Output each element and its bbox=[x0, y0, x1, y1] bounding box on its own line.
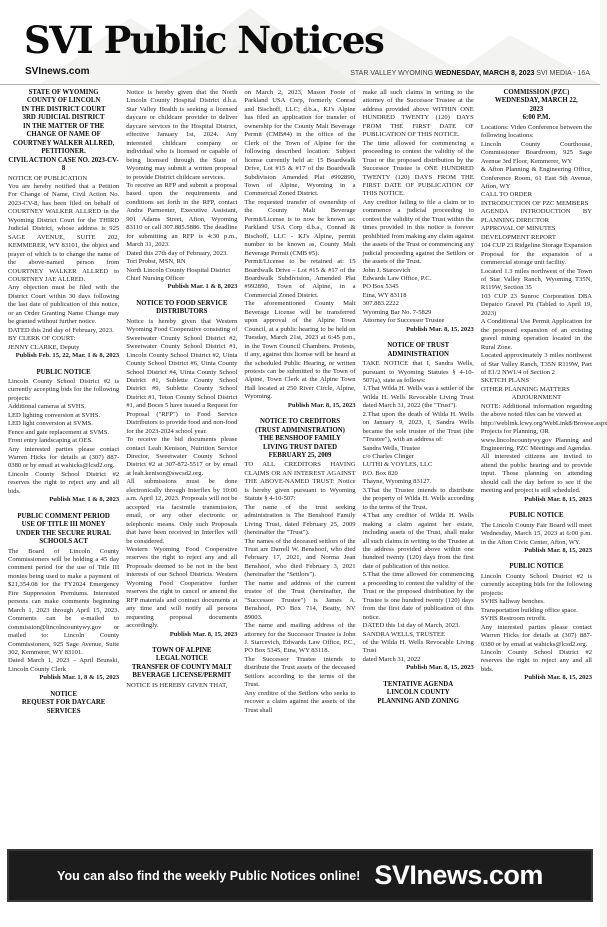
notice-paragraph: of the Wilda H. Wells Revocable Living Trust bbox=[362, 639, 474, 655]
notice-paragraph: 307.883.2222 bbox=[362, 300, 399, 308]
notice-paragraph: Dated this 27th day of February, 2023. bbox=[126, 249, 228, 257]
footer-banner bbox=[7, 849, 593, 902]
notice-paragraph: 5.That the time allowed for commencing a proceeding to contest the validity of the Trust or the proposed distribution by the Trustee is one hundred twenty (120) days from the first date of publication of this notice. bbox=[362, 571, 474, 621]
notice-paragraph: http://weblink.lcwy.org/WebLink8/Browse.aspx Projects for Planning, OR bbox=[480, 419, 607, 436]
dateline-media: SVI MEDIA - 16A bbox=[534, 70, 590, 77]
notice-paragraph: SVHS hallway benches. bbox=[480, 598, 545, 606]
notice-paragraph: John J. Starcevich bbox=[362, 266, 411, 274]
notice-paragraph: Dated March 1, 2023 – April Brunski, Lincoln County Clerk bbox=[8, 657, 120, 673]
notice-paragraph: AGENDA INTRODUCTION BY PLANNING DIRECTOR bbox=[480, 208, 593, 224]
notice-column bbox=[363, 89, 474, 845]
notice-paragraph: 2.That upon the death of Wilda H. Wells on January 9, 2023, I, Sandra Wells became the sole trustee of the Trust (the "Trustee"), with an address of: bbox=[362, 410, 474, 444]
notice-paragraph: LUTHI & VOYLES, LLC bbox=[362, 461, 433, 469]
publish-line: Publish Mar. 8, 15, 2023 bbox=[406, 325, 474, 333]
dateline-place: STAR VALLEY WYOMING bbox=[350, 70, 436, 77]
notice-paragraph: Edwards Law Office, P.C. bbox=[362, 274, 432, 282]
notice-paragraph: dated March 31, 2022 bbox=[362, 655, 421, 663]
notice-paragraph: LED light conversion at SVMS. bbox=[8, 420, 93, 428]
notice-paragraph: 1.That Wilda H. Wells was a settler of the Wilda H. Wells Revocable Living Trust dated March 31, 2022 (the "Trust"). bbox=[362, 385, 474, 410]
notice-heading: NOTICE REQUEST FOR DAYCARE SERVICES bbox=[21, 690, 106, 715]
notice-paragraph: The Lincoln County Fair Board will meet Wednesday, March 15, 2023 at 6:00 p.m. in the Afton Civic Center, Afton, WY. bbox=[480, 521, 593, 546]
notice-paragraph: c/o Charles Clinger bbox=[362, 453, 414, 461]
notice-paragraph: CALL TO ORDER bbox=[480, 191, 532, 199]
page-header bbox=[0, 0, 600, 84]
notice-paragraph: NOTE: Additional information regarding the above noted files can be viewed at bbox=[480, 402, 593, 419]
notice-paragraph: Western Wyoming Food Cooperative reserves the right to reject any and all Proposals deemed to be not in the best interests of our School Districts. Western Wyoming Food Cooperative further reserves the right to cancel or amend the RFP materials and contract documents at any time and will notify all persons requesting proposal documents accordingly. bbox=[126, 546, 238, 630]
publish-line: Publish Mar. 8, 15, 2023 bbox=[524, 495, 593, 503]
notice-heading: NOTICE TO FOOD SERVICE DISTRIBUTORS bbox=[136, 299, 228, 316]
notice-paragraph: Lincoln County Courthouse, Commissioner Boardroom, 925 Sage Avenue 3rd Floor, Kemmerer, WY bbox=[480, 140, 593, 165]
notice-paragraph: The name of the trust seeking administration is The Benshoof Family Living Trust, dated February 25, 2009 (hereinafter the "Trust"). bbox=[244, 503, 356, 537]
publish-line: Publish Mar. 8, 15, 2023 bbox=[287, 401, 356, 409]
footer-site-url: SVInews.com bbox=[374, 860, 543, 890]
notice-paragraph: SANDRA WELLS, TRUSTEE bbox=[362, 630, 445, 638]
notice-paragraph: Tori Probst, MSN, RN bbox=[126, 258, 186, 266]
notice-heading: STATE OF WYOMING COUNTY OF LINCOLN IN THE DISTRICT COURT 3RD JUDICIAL DISTRICT IN THE MATTER OF THE CHANGE OF NAME OF COURTNEY WALKER ALLRED, PETITIONER. CIVIL ACTION CASE NO. 2023-CV-8 bbox=[8, 89, 119, 173]
publish-line: Publish Mar. 8, 15, 2023 bbox=[169, 630, 238, 638]
notice-paragraph: Any interested parties please contact Warren Hicks for details at (307) 887-0380 or by email at wahicks@lcsd2.org. bbox=[480, 623, 593, 648]
notice-paragraph: Front entry landscaping at OES. bbox=[8, 437, 93, 445]
notice-paragraph: TAKE NOTICE that I, Sandra Wells, pursuant to Wyoming Statutes § 4-10-507(a), state as follows: bbox=[362, 360, 474, 384]
notice-paragraph: Lincoln County School District #2 reserves the right to reject any and all bids. bbox=[480, 649, 593, 673]
notice-paragraph: OTHER PLANNING MATTERS bbox=[480, 385, 570, 393]
publish-line: Publish Mar. 8, 15, 2023 bbox=[524, 674, 593, 682]
notice-column bbox=[8, 89, 119, 845]
notice-paragraph: The name and mailing address of the attorney for the Successor Trustee is John J. Starcevich, Edwards Law Office, P.C., PO Box 5345, Etna, WY 83118. bbox=[244, 622, 356, 655]
notice-paragraph: Notice is hereby given that Western Wyoming Food Cooperative consisting of Sweetwater County School District #2, Sweetwater County School District #1, Lincoln County School District #2, Uinta County School District #6, Uinta County School District #4, Uinta County School District #1, Sublette County School District #9, Sublette County School District #1, Teton County School District #1, and Boces 5 have issued a Request for Proposal ("RFP") to Food Service Distributors to provide food and non-food for the 2023-2024 school year. bbox=[126, 317, 238, 435]
notice-paragraph: Lincoln County School District #2 is currently accepting bids for the following projects: bbox=[480, 572, 593, 597]
notice-paragraph: Lincoln County School District #2 is currently accepting bids for the following projects: bbox=[8, 377, 120, 402]
notice-paragraph: Transportation building office space. bbox=[480, 606, 578, 614]
notice-paragraph: 104 CUP 23 Ridgeline Storage Expansion bbox=[480, 242, 592, 250]
notice-paragraph: Located 1.3 miles northwest of the Town of Star Valley Ranch, Wyoming T35N, R119W, Section 35 bbox=[480, 267, 593, 292]
notice-column bbox=[480, 89, 607, 845]
notice-paragraph: All submissions must be done electronically through Interflex by 10:00 a.m. April 12, 2023. Proposals will not be accepted via facsimile transmission, email, or any other electronic or telephonic means. Only such Proposals that have been received in Interflex will be considered. bbox=[126, 478, 238, 545]
page-title: SVI Public Notices bbox=[24, 18, 384, 62]
notice-heading: PUBLIC NOTICE bbox=[36, 368, 91, 376]
notice-paragraph: Etna, WY 83118 bbox=[362, 291, 407, 299]
notice-columns bbox=[8, 89, 607, 845]
notice-paragraph: A Conditional Use Permit Application for the proposed expansion of an existing gravel mining operation located in the Rural Zone. bbox=[480, 318, 593, 351]
notice-paragraph: 3.That the Trustee intends to distribute the property of Wilda H. Wells according to the terms of the Trust. bbox=[362, 486, 474, 511]
notice-paragraph: Lincoln County School District #2 reserves the right to reject any and all bids. bbox=[8, 470, 120, 495]
masthead-site-url: SVInews.com bbox=[25, 66, 90, 77]
notice-paragraph: Notice is hereby given that the North Lincoln County Hospital District d.b.a. Star Valley Health is seeking a licensed daycare or childcare provider to deliver daycare services to the Hospital District, effective January 1st, 2024. Any interested childcare company or individual who is licensed or capable of being licensed through the State of Wyoming may submit a written proposal to provide District childcare services. bbox=[126, 89, 238, 181]
notice-paragraph: DATED this 2nd day of February, 2023. bbox=[8, 326, 114, 334]
notice-heading: PUBLIC NOTICE bbox=[509, 512, 564, 520]
notice-paragraph: Permit/License to be retained at: 15 Boardwalk Drive – Lot #15 & #17 of the Boardwalk Subdivision, Amended Plat #992890, Town of Alpine, in a Commercial Zoned District. bbox=[244, 258, 356, 299]
notice-heading: TENTATIVE AGENDA LINCOLN COUNTY PLANNING AND ZONING bbox=[377, 680, 459, 705]
publish-line: Publish Mar. 1 & 8, 2023 bbox=[167, 283, 238, 291]
notice-paragraph: P.O. Box 820 bbox=[362, 469, 398, 477]
notice-paragraph: The aforementioned County Malt Beverage License will be transferred upon approval of the Alpine Town Council, at a public hearing to be held on Tuesday, March 21st, 2023 at 6:45 p.m., in the Town Council Chambers. Protests, if any, against this license will be heard at the scheduled Public Hearing, or written protests can be submitted to the Town of Alpine, Town Clerk at the Alpine Town Hall located at 250 River Circle, Alpine, Wyoming. bbox=[244, 300, 356, 401]
notice-column bbox=[244, 89, 355, 845]
notice-heading: NOTICE TO CREDITORS (TRUST ADMINISTRATION) THE BENSHOOF FAMILY LIVING TRUST DATED FEBRUARY 25, 2009 bbox=[255, 418, 345, 460]
notice-paragraph: www.lincolncountywy.gov Planning and Engineering, PZC Meetings and Agendas. bbox=[480, 436, 593, 453]
publish-line: Publish Mar. 8, 15, 2023 bbox=[524, 547, 593, 555]
notice-heading: PUBLIC COMMENT PERIOD USE OF TITLE III MONEY UNDER THE SECURE RURAL SCHOOLS ACT bbox=[15, 512, 112, 546]
notice-paragraph: Chief Nursing Officer bbox=[126, 274, 185, 282]
notice-paragraph: Thayne, Wyoming 83127. bbox=[362, 478, 432, 486]
notice-paragraph: Any objection must be filed with the District Court within 30 days following the last date of publication of this notice, or an Order Granting Name Change may be granted without further notice. bbox=[8, 284, 120, 326]
notice-paragraph: DATED this 1st day of March, 2023. bbox=[362, 622, 461, 630]
notice-paragraph: on March 2, 2023, Mason Foote of Parkland USA Corp, formerly Conrad and Bischoff, LLC; d.b.a., KJ's Alpine has filed an application for transfer of ownership for the County Malt Beverage Permit (CMB#4) in the office of the Clerk of the Town of Alpine for the following described location: Subject license currently held at: 15 Boardwalk Drive, Lot #15 & #17 of the Boardwalk Subdivision Amended Plat #992890, Town of Alpine, Wyoming in a Commercial Zoned District. bbox=[244, 89, 356, 198]
notice-paragraph: make all such claims in writing to the attorney of the Successor Trustee at the address provided above WITHIN ONE HUNDRED TWENTY (120) DAYS FROM THE FIRST DATE OF PUBLICATION OF THIS NOTICE. bbox=[362, 89, 474, 139]
notice-paragraph: Located approximately 3 miles northwest of Star Valley Ranch, T35N R119W, Part of E1/2 NW1/4 of Section 2 bbox=[480, 352, 593, 376]
notice-paragraph: Proposal for the expansion of a commercial storage unit facility. bbox=[480, 250, 593, 267]
notice-paragraph: Any creditor of the Settlors who seeks to recover a claim against the assets of the Trust shall bbox=[244, 689, 356, 714]
notice-paragraph: & Afton Planning & Engineering Office, Conference Room, 61 East 5th Avenue, Afton, WY bbox=[480, 166, 593, 190]
notice-paragraph: The Board of Lincoln County Commissioners will be holding a 45 day comment period for the use of Title III monies being used to make a payment of $21,354.08 for the FY2024 Emergency Fire Suppression Premiums. Interested persons can make comments beginning March 1, 2023 through April 15, 2023. Comments can be e-mailed to commission@lincolncountywy.gov or mailed to: Lincoln County Commissioners, 925 Sage Avenue, Suite 302, Kemmerer, WY 83101. bbox=[8, 547, 120, 656]
notice-paragraph: APPROVAL OF MINUTES bbox=[480, 225, 556, 233]
footer-message: You can also find the weekly Public Notices online! bbox=[57, 868, 361, 883]
dateline bbox=[350, 70, 590, 77]
publish-line: Publish Mar. 1, 8 & 15, 2023 bbox=[39, 674, 120, 682]
notice-paragraph: 103 CUP 23 Sunroc Corporation DBA Depatco Gravel Pit (Tabled to April 19, 2023) bbox=[480, 292, 593, 317]
notice-heading: NOTICE OF TRUST ADMINISTRATION bbox=[387, 342, 450, 358]
notice-paragraph: JENNY CLARKE, Deputy bbox=[8, 343, 80, 351]
notice-paragraph: To receive the bid documents please contact Leah Kenison, Nutrition Service Director, Sweetwater County School District #2 at 307-872-5517 or by email at leah.kenison@swcsd2.org. bbox=[126, 436, 238, 477]
notice-paragraph: Wyoming Bar No. 7-5829 bbox=[362, 308, 432, 316]
notice-paragraph: All interested citizens are invited to attend the public hearing and to provide input. Those planning on attending should call the day before to see if the meeting and project is still scheduled. bbox=[480, 453, 593, 495]
notice-heading: PUBLIC NOTICE bbox=[509, 563, 564, 571]
notice-paragraph: INTRODUCTION OF PZC MEMBERS bbox=[480, 199, 589, 207]
notice-paragraph: The time allowed for commencing a proceeding to contest the validity of the Trust or the proposed distribution by the Successor Trustee is ONE HUNDRED TWENTY (120) DAYS FROM THE FIRST DATE OF PUBLICATION OF THIS NOTICE. bbox=[362, 139, 474, 198]
notice-paragraph: The Successor Trustee intends to distribute the Trust assets of the deceased Settlors according to the terms of the Trust. bbox=[244, 655, 356, 689]
publish-line: Publish Mar. 1 & 8, 2023 bbox=[49, 496, 120, 504]
notice-paragraph: TO ALL CREDITORS HAVING CLAIMS OR AN INTEREST AGAINST THE ABOVE-NAMED TRUST: Notice is hereby given pursuant to Wyoming Statute § 4-10-507: bbox=[244, 461, 356, 503]
notice-paragraph: Any interested parties please contact Warren Hicks for details at (307) 887-0380 or by email at wahicks@lcsd2.org. bbox=[8, 445, 120, 470]
notice-paragraph: SVHS Restroom retrofit. bbox=[480, 615, 547, 623]
notice-paragraph: SKETCH PLANS bbox=[480, 377, 529, 385]
centered-line: ADJOURNMENT bbox=[511, 394, 562, 402]
notice-paragraph: NOTICE IS HEREBY GIVEN THAT, bbox=[126, 681, 228, 689]
notice-paragraph: PO Box 5345 bbox=[362, 283, 399, 291]
publish-line: Publish Feb. 15, 22, Mar. 1 & 8, 2023 bbox=[15, 352, 120, 360]
publish-line: Publish Mar. 8, 15, 2023 bbox=[406, 664, 474, 672]
notice-paragraph: To receive an RFP and submit a proposal based upon the requirements and conditions set forth in the RFP, contact Andra Parmenter, Executive Assistant, 901 Adams Street, Afton, Wyoming 83110 or call 307.885.5886. The deadline for submitting an RFP is 4:30 p.m., March 31, 2023. bbox=[126, 181, 238, 249]
notice-paragraph: 4.That any creditor of Wilda H. Wells making a claim against her estate, including assets of the Trust, shall make all such claims in writing to the Trustee at the address provided above within one hundred twenty (120) days from the first date of publication of this notice. bbox=[362, 512, 474, 570]
header-rule bbox=[0, 84, 600, 85]
notice-paragraph: Locations: Video Conference between the following locations: bbox=[480, 123, 593, 140]
notice-heading: COMMISSION (PZC) WEDNESDAY, MARCH 22, 2023 6:00 P.M. bbox=[494, 89, 578, 122]
notice-paragraph: BY CLERK OF COURT: bbox=[8, 335, 76, 343]
notice-paragraph: Any creditor failing to file a claim or to commence a judicial proceeding to contest the validity of the Trust within the times provided in this notice is forever prohibited from making any claim against the assets of the Trust or commencing any judicial proceeding against the Settlors or the assets of the Trust. bbox=[362, 198, 474, 266]
notice-paragraph: Sandra Wells, Trustee bbox=[362, 444, 421, 452]
notice-paragraph: NOTICE OF PUBLICATION bbox=[8, 174, 88, 182]
notice-paragraph: DEVELOPMENT REPORT bbox=[480, 233, 556, 241]
notice-paragraph: The names of the deceased settlors of the Trust are Darrell W. Benshoof, who died February 17, 2021, and Norma Jean Benshoof, who died February 3, 2021 (hereinafter the "Settlors"). bbox=[244, 537, 356, 579]
notice-paragraph: The name and address of the current trustee of the Trust (hereinafter, the "Successor Trustee") is James A. Benshoof, PO Box 714, Beatty, NV 89003. bbox=[244, 579, 356, 621]
notice-paragraph: Fence and gate replacement at SVMS. bbox=[8, 428, 110, 436]
notice-paragraph: The requested transfer of ownership of the County Malt Beverage Permit/License is to now be known as: Parkland USA Corp d.b.a., Conrad & Bischoff, LLC - KJ's Alpine, permit number to be known as, County Malt Beverage Permit (CMB #5). bbox=[244, 198, 356, 257]
notice-paragraph: North Lincoln County Hospital District bbox=[126, 266, 231, 274]
notice-paragraph: Attorney for Successor Trustee bbox=[362, 317, 445, 325]
notice-paragraph: You are hereby notified that a Petition For Change of Name, Civil Action No. 2023-CV-8, has been filed on behalf of COURTNEY WALKER ALLRED in the Wyoming District Court for the THIRD Judicial District, whose address is 925 SAGE AVENUE, SUITE 202, KEMMERER, WY 83101, the object and prayer of which is to change the name of the above-named person from COURTNEY WALKER ALLRED to COURTNEY JAE ALLRED. bbox=[8, 182, 120, 283]
notice-heading: TOWN OF ALPINE LEGAL NOTICE TRANSFER OF COUNTY MALT BEVERAGE LICENSE/PERMIT bbox=[131, 647, 232, 680]
dateline-date: WEDNESDAY, MARCH 8, 2023 bbox=[435, 70, 535, 77]
notice-paragraph: LED lighting conversion at SVHS. bbox=[8, 411, 101, 419]
notice-paragraph: Additional cameras at SVHS. bbox=[8, 403, 87, 411]
notice-column bbox=[126, 89, 237, 845]
